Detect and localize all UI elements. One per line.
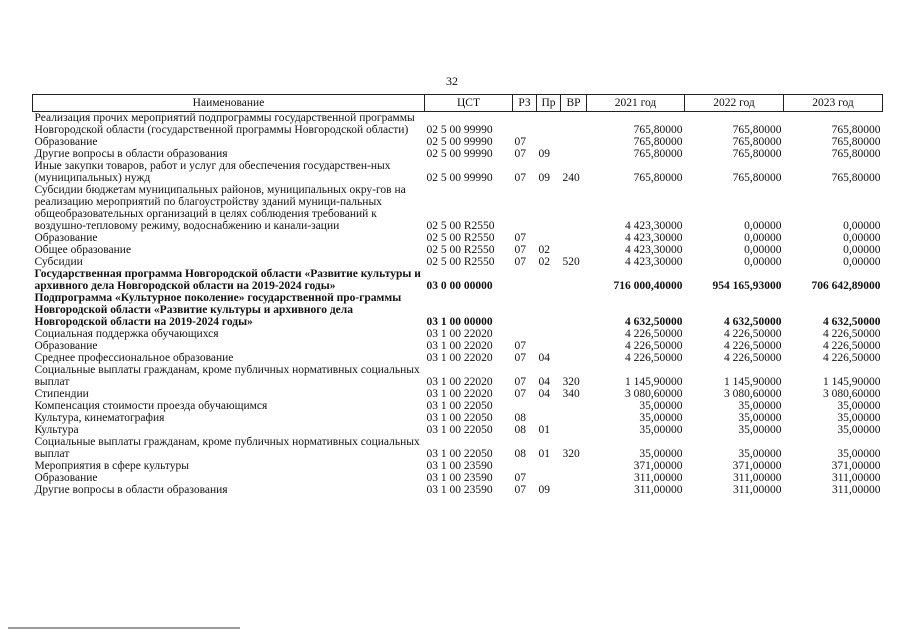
cell-2021: 4 632,50000: [625, 316, 683, 328]
cell-vr: [561, 400, 587, 412]
cell-name: Подпрограмма «Культурное поколение» государственной про-граммы Новгородской области «Развитие культуры и архивного дела Новгородской области на 2019-2024 годы»: [34, 292, 402, 328]
cell-name: Социальные выплаты гражданам, кроме публичных нормативных социальных выплат: [34, 364, 420, 388]
cell-rz: [513, 292, 537, 328]
table-row: [33, 268, 883, 292]
cell-2022: 3 080,60000: [724, 388, 782, 400]
cell-cst: 02 5 00 99990: [426, 136, 493, 148]
cell-vr: [561, 112, 587, 137]
cell-2021: 4 226,50000: [625, 328, 683, 340]
cell-pr: 09: [538, 148, 550, 160]
cell-2023: 765,80000: [831, 172, 881, 184]
cell-rz: 07: [514, 232, 526, 244]
cell-2023: 371,00000: [831, 460, 881, 472]
cell-2023: 765,80000: [831, 148, 881, 160]
cell-cst: 02 5 00 99990: [426, 124, 493, 136]
cell-2023: 765,80000: [831, 136, 881, 148]
cell-cst: 03 1 00 22020: [426, 352, 493, 364]
table-row: [33, 484, 883, 496]
cell-pr: [537, 340, 561, 352]
footer-divider: [8, 627, 240, 629]
cell-cst: 03 1 00 22020: [426, 328, 493, 340]
cell-cst: 03 1 00 22020: [426, 340, 493, 352]
cell-2023: 0,00000: [843, 232, 881, 244]
cell-2021: 716 000,40000: [613, 280, 683, 292]
cell-vr: [561, 460, 587, 472]
cell-name: Образование: [34, 472, 98, 484]
cell-rz: 07: [514, 244, 526, 256]
cell-name: Государственная программа Новгородской области «Развитие культуры и архивного дела Новгородской области на 2019-2024 годы»: [34, 268, 421, 292]
cell-vr: [561, 184, 587, 232]
cell-name: Социальная поддержка обучающихся: [34, 328, 219, 340]
cell-vr: 340: [562, 388, 580, 400]
table-row: [33, 136, 883, 148]
cell-2023: 311,00000: [832, 472, 881, 484]
cell-pr: 02: [538, 244, 550, 256]
header-2022: 2022 год: [685, 95, 784, 112]
cell-2022: 0,00000: [744, 232, 782, 244]
cell-pr: [537, 412, 561, 424]
cell-name: Социальные выплаты гражданам, кроме публичных нормативных социальных выплат: [34, 436, 420, 460]
table-row: [33, 364, 883, 388]
cell-pr: [537, 460, 561, 472]
table-row: [33, 148, 883, 160]
cell-vr: [561, 424, 587, 436]
cell-2022: 765,80000: [732, 124, 782, 136]
cell-rz: 07: [514, 172, 526, 184]
table-row: [33, 352, 883, 364]
cell-2021: 1 145,90000: [625, 376, 683, 388]
table-row: [33, 328, 883, 340]
table-row: [33, 424, 883, 436]
cell-rz: [513, 460, 537, 472]
cell-vr: 320: [562, 448, 580, 460]
cell-2023: 765,80000: [831, 124, 881, 136]
cell-cst: 02 5 00 R2550: [426, 220, 495, 232]
cell-rz: 07: [514, 484, 526, 496]
cell-name: Среднее профессиональное образование: [34, 352, 234, 364]
table-row: [33, 400, 883, 412]
table-row: [33, 232, 883, 244]
cell-2021: 4 226,50000: [625, 340, 683, 352]
cell-pr: [537, 328, 561, 340]
table-row: [33, 388, 883, 400]
cell-name: Стипендии: [34, 388, 89, 400]
cell-pr: 01: [538, 424, 550, 436]
cell-2023: 0,00000: [843, 220, 881, 232]
cell-2022: 311,00000: [733, 472, 782, 484]
cell-name: Реализация прочих мероприятий подпрограммы государственной программы Новгородской области (государственной программы Новгородской области): [34, 112, 415, 136]
cell-pr: [537, 232, 561, 244]
cell-pr: 09: [538, 172, 550, 184]
cell-2023: 35,00000: [837, 412, 881, 424]
cell-pr: 04: [538, 388, 550, 400]
cell-pr: [537, 184, 561, 232]
table-row: [33, 460, 883, 472]
cell-2021: 4 226,50000: [625, 352, 683, 364]
cell-pr: [537, 112, 561, 137]
cell-vr: [561, 484, 587, 496]
cell-vr: [561, 268, 587, 292]
cell-vr: [561, 340, 587, 352]
cell-2021: 371,00000: [633, 460, 683, 472]
cell-2021: 765,80000: [633, 124, 683, 136]
cell-cst: 03 1 00 22050: [426, 424, 493, 436]
cell-2023: 706 642,89000: [811, 280, 881, 292]
cell-2022: 1 145,90000: [724, 376, 782, 388]
cell-2023: 35,00000: [837, 400, 881, 412]
cell-name: Культура, кинематография: [34, 412, 165, 424]
cell-vr: 520: [562, 256, 580, 268]
cell-rz: [513, 328, 537, 340]
cell-vr: [561, 232, 587, 244]
table-row: [33, 244, 883, 256]
cell-2023: 4 226,50000: [823, 328, 881, 340]
table-row: [33, 340, 883, 352]
cell-vr: 240: [562, 172, 580, 184]
cell-2023: 0,00000: [843, 256, 881, 268]
cell-rz: [513, 112, 537, 137]
cell-2022: 35,00000: [738, 424, 782, 436]
table-row: [33, 436, 883, 460]
cell-rz: 07: [514, 352, 526, 364]
cell-rz: 07: [514, 472, 526, 484]
cell-2022: 35,00000: [738, 400, 782, 412]
cell-name: Субсидии бюджетам муниципальных районов, муниципальных окру-гов на реализацию мероприятий по благоустройству зданий муници-пальных общеобразовательных организаций в целях соблюдения требований к воздушно-тепловому режиму, водоснабжению и канали-зации: [34, 184, 406, 232]
cell-2022: 4 632,50000: [724, 316, 782, 328]
table-row: [33, 160, 883, 184]
cell-vr: [561, 136, 587, 148]
cell-name: Другие вопросы в области образования: [34, 148, 228, 160]
cell-2022: 4 226,50000: [724, 328, 782, 340]
cell-2022: 371,00000: [732, 460, 782, 472]
cell-2021: 3 080,60000: [625, 388, 683, 400]
cell-2021: 4 423,30000: [625, 244, 683, 256]
cell-rz: 08: [514, 448, 526, 460]
cell-cst: 03 1 00 00000: [426, 316, 493, 328]
cell-2021: 765,80000: [633, 172, 683, 184]
table-body: [33, 112, 883, 497]
cell-rz: 07: [514, 340, 526, 352]
cell-2023: 311,00000: [832, 484, 881, 496]
cell-rz: [513, 184, 537, 232]
cell-rz: 07: [514, 388, 526, 400]
cell-2023: 35,00000: [837, 424, 881, 436]
cell-pr: [537, 268, 561, 292]
cell-rz: [513, 268, 537, 292]
cell-rz: 07: [514, 256, 526, 268]
cell-name: Субсидии: [34, 256, 83, 268]
cell-name: Компенсация стоимости проезда обучающимся: [34, 400, 268, 412]
cell-2023: 4 226,50000: [823, 340, 881, 352]
cell-2022: 765,80000: [732, 172, 782, 184]
cell-2022: 311,00000: [733, 484, 782, 496]
cell-2022: 765,80000: [732, 148, 782, 160]
table-row: [33, 256, 883, 268]
cell-name: Образование: [34, 136, 98, 148]
cell-cst: 03 1 00 22020: [426, 376, 493, 388]
cell-rz: 07: [514, 376, 526, 388]
cell-name: Образование: [34, 340, 98, 352]
cell-2022: 35,00000: [738, 412, 782, 424]
cell-pr: [537, 472, 561, 484]
cell-cst: 03 1 00 22050: [426, 412, 493, 424]
cell-2021: 765,80000: [633, 136, 683, 148]
cell-pr: 04: [538, 376, 550, 388]
table-header-row: [33, 95, 883, 112]
cell-pr: 01: [538, 448, 550, 460]
cell-cst: 03 1 00 22050: [426, 448, 493, 460]
cell-pr: 02: [538, 256, 550, 268]
table-row: [33, 184, 883, 232]
cell-2023: 4 632,50000: [823, 316, 881, 328]
cell-2021: 311,00000: [634, 484, 683, 496]
cell-vr: [561, 352, 587, 364]
cell-pr: 09: [538, 484, 550, 496]
cell-2023: 1 145,90000: [823, 376, 881, 388]
cell-pr: [537, 292, 561, 328]
cell-cst: 03 1 00 23590: [426, 472, 493, 484]
cell-2021: 765,80000: [633, 148, 683, 160]
header-name: Наименование: [33, 95, 425, 112]
cell-2022: 4 226,50000: [724, 352, 782, 364]
cell-2023: 35,00000: [837, 448, 881, 460]
header-2021: 2021 год: [587, 95, 685, 112]
cell-2021: 311,00000: [634, 472, 683, 484]
cell-name: Другие вопросы в области образования: [34, 484, 228, 496]
cell-vr: [561, 244, 587, 256]
cell-cst: 02 5 00 R2550: [426, 244, 495, 256]
cell-2021: 35,00000: [639, 448, 683, 460]
header-2023: 2023 год: [784, 95, 883, 112]
table-row: [33, 472, 883, 484]
cell-pr: [537, 400, 561, 412]
cell-cst: 03 1 00 23590: [426, 484, 493, 496]
cell-cst: 02 5 00 99990: [426, 148, 493, 160]
page-number: 32: [446, 74, 458, 88]
header-vr: ВР: [561, 95, 587, 112]
cell-2021: 4 423,30000: [625, 256, 683, 268]
cell-2021: 4 423,30000: [625, 220, 683, 232]
cell-cst: 03 1 00 23590: [426, 460, 493, 472]
table-row: [33, 112, 883, 137]
cell-rz: 07: [514, 148, 526, 160]
cell-2021: 35,00000: [639, 412, 683, 424]
budget-table: [32, 94, 883, 496]
cell-2023: 4 226,50000: [823, 352, 881, 364]
cell-name: Общее образование: [34, 244, 132, 256]
cell-2021: 4 423,30000: [625, 232, 683, 244]
cell-2023: 0,00000: [843, 244, 881, 256]
cell-2022: 0,00000: [744, 244, 782, 256]
cell-rz: [513, 400, 537, 412]
cell-2022: 35,00000: [738, 448, 782, 460]
cell-name: Культура: [34, 424, 79, 436]
header-cst: ЦСТ: [425, 95, 513, 112]
cell-2022: 4 226,50000: [724, 340, 782, 352]
cell-cst: 02 5 00 99990: [426, 172, 493, 184]
cell-name: Мероприятия в сфере культуры: [34, 460, 190, 472]
cell-2021: 35,00000: [639, 424, 683, 436]
cell-vr: 320: [562, 376, 580, 388]
cell-cst: 03 0 00 00000: [426, 280, 493, 292]
cell-vr: [561, 148, 587, 160]
header-rz: РЗ: [513, 95, 537, 112]
cell-name: Образование: [34, 232, 98, 244]
cell-2022: 765,80000: [732, 136, 782, 148]
cell-name: Иные закупки товаров, работ и услуг для обеспечения государствен-ных (муниципальных) нужд: [34, 160, 391, 184]
cell-cst: 03 1 00 22020: [426, 388, 493, 400]
cell-2022: 0,00000: [744, 220, 782, 232]
cell-2022: 954 165,93000: [712, 280, 782, 292]
cell-rz: 08: [514, 412, 526, 424]
table-row: [33, 292, 883, 328]
cell-cst: 02 5 00 R2550: [426, 256, 495, 268]
table-row: [33, 412, 883, 424]
cell-cst: 02 5 00 R2550: [426, 232, 495, 244]
header-pr: Пр: [537, 95, 561, 112]
cell-rz: 07: [514, 136, 526, 148]
cell-pr: 04: [538, 352, 550, 364]
cell-vr: [561, 412, 587, 424]
cell-pr: [537, 136, 561, 148]
cell-vr: [561, 328, 587, 340]
cell-cst: 03 1 00 22050: [426, 400, 493, 412]
cell-2021: 35,00000: [639, 400, 683, 412]
cell-2022: 0,00000: [744, 256, 782, 268]
cell-2023: 3 080,60000: [823, 388, 881, 400]
cell-vr: [561, 472, 587, 484]
cell-vr: [561, 292, 587, 328]
cell-rz: 08: [514, 424, 526, 436]
